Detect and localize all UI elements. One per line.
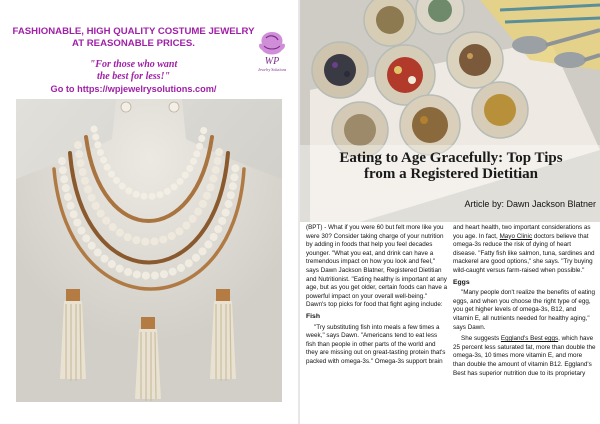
article-title-line1: Eating to Age Gracefully: Top Tips — [339, 150, 563, 166]
wp-jewelry-logo — [252, 28, 292, 74]
eggs-section-heading: Eggs — [453, 278, 470, 286]
eggs-p2-text-end: , which have 25 percent less saturated fat, more than double the omega-3s, 10 times more vitamin E, and more than double the amount of vitamin B12. Eggland's Best has superior nutrition due to its proprietary — [453, 335, 596, 377]
ad-url-link[interactable]: Go to https://wpjewelrysolutions.com/ — [50, 84, 217, 94]
fish-section-heading: Fish — [306, 312, 320, 320]
ad-tagline-line1: "For those who want — [89, 59, 178, 70]
ad-headline-line2: AT REASONABLE PRICES. — [72, 38, 195, 49]
article-title — [306, 150, 596, 182]
food-jars-photo — [300, 0, 600, 222]
eggs-p2-text-start: She suggests — [461, 335, 501, 343]
mayo-clinic-link[interactable]: Mayo Clinic — [499, 232, 533, 240]
ad-headline-line1: FASHIONABLE, HIGH QUALITY COSTUME JEWELRY — [12, 26, 255, 37]
article-column-1 — [306, 224, 448, 370]
article-intro-paragraph: (BPT) - What if you were 60 but felt more like you were 30? Consider taking charge of your nutrition by adding in foods that help you feel decades younger. "What you eat, and drink can have a tremendous impact on how you look and feel," says Dawn Jackson Blatner, Registered Dietitian and Nutritionist. "Eating healthy is important at any age, but as you get older, certain foods can have a powerful impact on your overall well-being." Dawn's top picks for food that fight aging include: — [306, 224, 448, 309]
ad-tagline-line2: the best for less!" — [96, 71, 171, 82]
article-byline: Article by: Dawn Jackson Blatner — [464, 199, 596, 209]
necklace-photo — [16, 99, 282, 402]
eggs-paragraph-1: "Many people don't realize the benefits of eating eggs, and when you choose the right type of egg, you get higher levels of omega-3s, B12, and vitamin E, all nutrients needed for healthy aging," says Dawn. — [453, 289, 596, 331]
article-page — [300, 0, 600, 424]
eggs-paragraph-2 — [453, 335, 596, 378]
article-column-2 — [453, 224, 596, 381]
heart-health-text-start: and heart health, two important considerations as you age. In fact, — [453, 224, 591, 240]
logo-caption: Jewelry Solutions — [257, 67, 287, 72]
article-title-line2: from a Registered Dietitian — [364, 166, 538, 182]
heart-health-text-end: doctors believe that omega-3s reduce the risk of dying of heart disease. "Fatty fish like salmon, tuna, sardines and mackerel are good options," she says. "Try buying wild-caught versus farm-raised when possible." — [453, 232, 595, 274]
logo-initials: WP — [264, 56, 280, 67]
heart-health-paragraph — [453, 224, 596, 276]
fish-paragraph: "Try substituting fish into meals a few times a week," says Dawn. "Americans tend to eat less fish than people in other parts of the world and they are missing out on great-tasting protein that's packed with omega-3s." Omega-3s support brain — [306, 323, 446, 365]
egglands-best-link[interactable]: Eggland's Best eggs — [500, 335, 559, 343]
jewelry-ad-page — [0, 0, 298, 424]
